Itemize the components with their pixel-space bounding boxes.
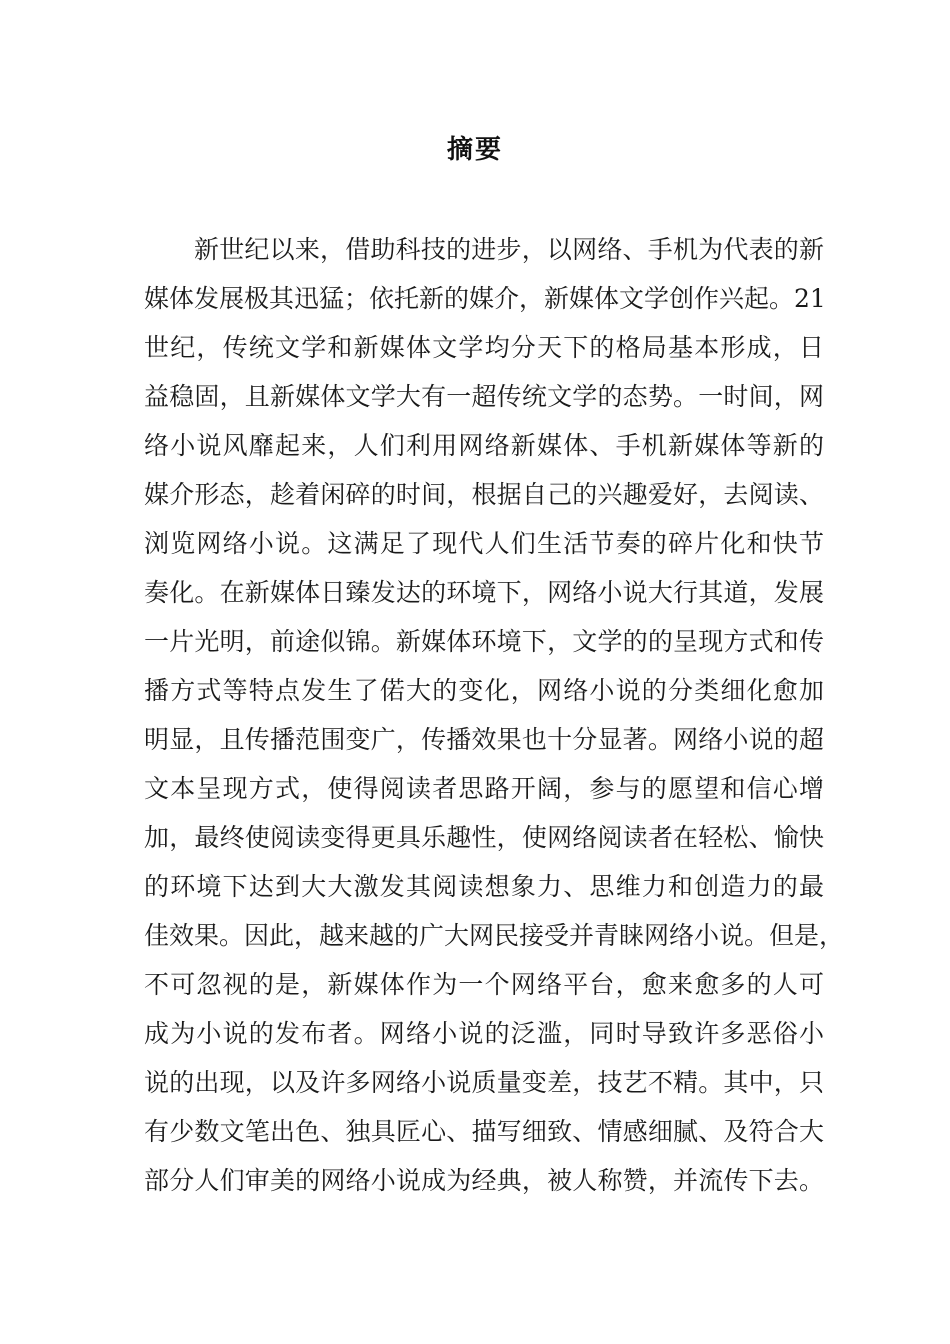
paragraph-line: 文本呈现方式，使得阅读者思路开阔，参与的愿望和信心增 (144, 774, 824, 803)
paragraph-line: 一片光明，前途似锦。新媒体环境下，文学的的呈现方式和传 (144, 627, 824, 656)
paragraph-line: 明显，且传播范围变广，传播效果也十分显著。网络小说的超 (144, 725, 824, 754)
page-title: 摘要 (446, 135, 503, 165)
abstract-paragraph (144, 225, 845, 1205)
paragraph-line: 世纪，传统文学和新媒体文学均分天下的格局基本形成，日 (144, 333, 824, 362)
paragraph-line: 佳效果。因此，越来越的广大网民接受并青睐网络小说。但是， (144, 921, 845, 950)
paragraph-line: 益稳固，且新媒体文学大有一超传统文学的态势。一时间，网 (144, 382, 824, 411)
paragraph-line: 加，最终使阅读变得更具乐趣性，使网络阅读者在轻松、愉快 (144, 823, 824, 852)
paragraph-line: 络小说风靡起来，人们利用网络新媒体、手机新媒体等新的 (144, 431, 824, 460)
paragraph-line: 媒介形态，趁着闲碎的时间，根据自己的兴趣爱好，去阅读、 (144, 480, 824, 509)
paragraph-line: 不可忽视的是，新媒体作为一个网络平台，愈来愈多的人可 (144, 970, 824, 999)
paragraph-line: 浏览网络小说。这满足了现代人们生活节奏的碎片化和快节 (144, 529, 824, 558)
paragraph-line: 播方式等特点发生了偌大的变化，网络小说的分类细化愈加 (144, 676, 824, 705)
paragraph-line: 说的出现，以及许多网络小说质量变差，技艺不精。其中，只 (144, 1068, 824, 1097)
paragraph-line: 的环境下达到大大激发其阅读想象力、思维力和创造力的最 (144, 872, 824, 901)
paragraph-line: 有少数文笔出色、独具匠心、描写细致、情感细腻、及符合大 (144, 1117, 824, 1146)
paragraph-line: 媒体发展极其迅猛；依托新的媒介，新媒体文学创作兴起。21 (144, 284, 826, 313)
paragraph-line: 奏化。在新媒体日臻发达的环境下，网络小说大行其道，发展 (144, 578, 824, 607)
paragraph-line: 新世纪以来，借助科技的进步，以网络、手机为代表的新 (194, 235, 824, 264)
paragraph-line: 部分人们审美的网络小说成为经典，被人称赞，并流传下去。 (144, 1166, 824, 1195)
paragraph-line: 成为小说的发布者。网络小说的泛滥，同时导致许多恶俗小 (144, 1019, 824, 1048)
